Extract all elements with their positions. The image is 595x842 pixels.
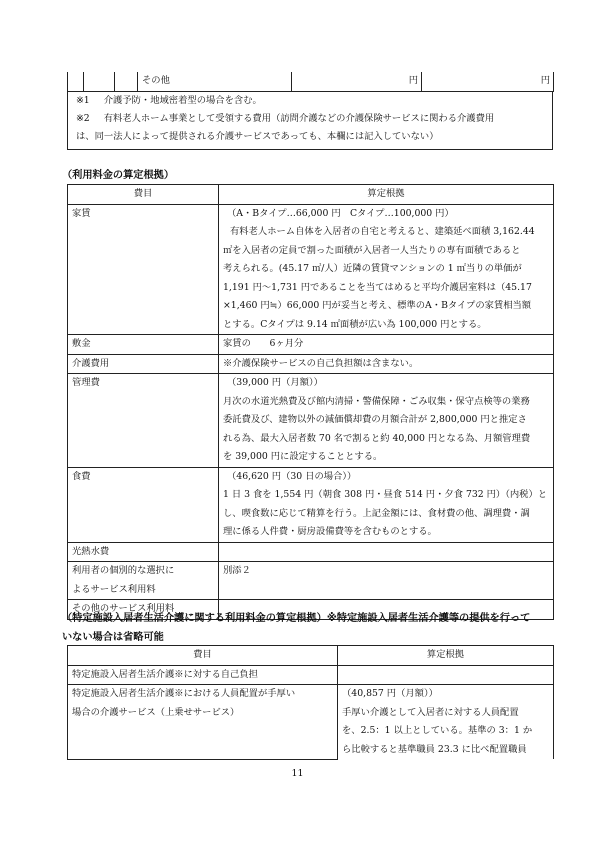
text-line: 有料老人ホーム自体を入居者の自宅と考えると、建築延べ面積 3,162.44: [230, 226, 535, 237]
text-line: とする。Cタイプは 9.14 ㎡面積が広い為 100,000 円とする。: [223, 318, 487, 330]
note-2: [76, 110, 550, 129]
text-line: を 39,000 円に設定することとする。: [223, 451, 383, 462]
column-header-basis: 算定根拠: [338, 646, 554, 666]
other-fee-unit: 円: [292, 72, 422, 91]
fee-summary-table: [67, 72, 554, 92]
text-line: よるサービス利用料: [72, 583, 156, 595]
text-line: ㎡を入居者の定員で割った面積が入居者一人当たりの専有面積であると: [223, 244, 521, 256]
note-mark: ※2: [76, 113, 90, 124]
text-line: （A・Bタイプ…66,000 円 Cタイプ…100,000 円）: [227, 207, 454, 219]
deposit-label: 敷金: [68, 335, 219, 355]
table-header-row: [68, 185, 554, 205]
text-line: （40,857 円（月額））: [342, 688, 438, 699]
note-1: [76, 92, 262, 111]
fee-basis-table: [67, 184, 554, 620]
self-pay-basis: [338, 665, 554, 685]
rent-basis: [219, 204, 554, 335]
text-line: 1,191 円〜1,731 円であることを当てはめると平均介護居室料は（45.17: [223, 281, 532, 293]
table-row: [68, 665, 554, 685]
rent-label: 家賃: [68, 204, 219, 335]
section-heading: （利用料金の算定根拠）: [62, 170, 175, 181]
other-service-label: その他のサービス利用料: [68, 600, 219, 620]
extra-service-basis: [338, 685, 554, 760]
deposit-basis: 家賃の 6ヶ月分: [219, 335, 554, 355]
utility-label: 光熱水費: [68, 542, 219, 562]
optional-service-label: [68, 562, 219, 600]
text-line: ら比較すると基準職員 23.3 に比べ配置職員: [342, 743, 527, 755]
text-line: 特定施設入居者生活介護※における人員配置が手厚い: [72, 688, 296, 699]
extra-service-label: [68, 685, 338, 760]
table-row-food: [68, 467, 554, 542]
food-label: 食費: [68, 467, 219, 542]
management-label: 管理費: [68, 374, 219, 468]
food-basis: [219, 467, 554, 542]
other-fee-label: その他: [138, 72, 292, 91]
management-basis: [219, 374, 554, 468]
note-2-continued: は、同一法人によって提供される介護サービスであっても、本欄には記入していない）: [76, 131, 439, 142]
table-row-management: [68, 374, 554, 468]
column-header-item: 費目: [68, 185, 219, 205]
note-text: 有料老人ホーム事業として受領する費用（訪問介護などの介護保険サービスに関わる介護費用: [103, 113, 495, 124]
table-row-optional: [68, 562, 554, 600]
text-line: し、喫食数に応じて精算を行う。上記金額には、食材費の他、調理費・調: [223, 507, 530, 519]
text-line: 月次の水道光熱費及び館内清掃・警備保障・ごみ収集・保守点検等の業務: [223, 395, 530, 407]
note-mark: ※1: [76, 95, 90, 106]
table-row-utility: [68, 542, 554, 562]
text-line: ×1,460 円≒）66,000 円が妥当と考え、標準のA・Bタイプの家賃相当額: [223, 300, 532, 311]
table-row-rent: [68, 204, 554, 335]
table-row: [68, 72, 554, 91]
care-basis: ※介護保険サービスの自己負担額は含まない。: [219, 354, 554, 374]
text-line: 委託費及び、建物以外の減価償却費の月額合計が 2,800,000 円と推定さ: [223, 414, 527, 425]
section-heading-continued: いない場合は省略可能: [62, 632, 164, 643]
table-row-care: [68, 354, 554, 374]
text-line: れる為、最大入居者数 70 名で割ると約 40,000 円となる為、月額管理費: [223, 432, 531, 444]
table-cell: [68, 72, 84, 91]
text-line: 考えられる。(45.17 ㎡/人）近隣の賃貸マンションの 1 ㎡当りの単価が: [223, 263, 522, 274]
text-line: を、2.5：1 以上としている。基準の 3：1 か: [342, 725, 533, 736]
table-row: [68, 685, 554, 760]
care-label: 介護費用: [68, 354, 219, 374]
text-line: （46,620 円（30 日の場合））: [227, 470, 357, 482]
text-line: 理に係る人件費・厨房設備費等を含むものとする。: [223, 526, 437, 537]
column-header-basis: 算定根拠: [219, 185, 554, 205]
table-cell: [84, 72, 115, 91]
self-pay-label: 特定施設入居者生活介護※に対する自己負担: [68, 665, 338, 685]
text-line: （39,000 円（月額））: [227, 377, 323, 388]
column-header-item: 費目: [68, 646, 338, 666]
specified-facility-fee-table: [67, 645, 554, 760]
text-line: 利用者の個別的な選択に: [72, 565, 175, 576]
table-header-row: [68, 646, 554, 666]
page-number: 11: [291, 768, 304, 779]
optional-service-basis: 別添２: [219, 562, 554, 600]
note-text: 介護予防・地域密着型の場合を含む。: [103, 95, 262, 106]
notes-box: [67, 91, 553, 150]
other-fee-unit: 円: [422, 72, 554, 91]
section-heading: （特定施設入居者生活介護に関する利用料金の算定根拠）※特定施設入居者生活介護等の提供を行って: [62, 613, 531, 624]
table-row-deposit: [68, 335, 554, 355]
table-cell: [115, 72, 138, 91]
text-line: 手厚い介護として入居者に対する人員配置: [342, 706, 519, 718]
text-line: 場合の介護サービス（上乗せサービス）: [72, 706, 240, 718]
utility-basis: [219, 542, 554, 562]
text-line: 1 日 3 食を 1,554 円（朝食 308 円・昼食 514 円・夕食 732 円）（内税）と: [223, 489, 548, 500]
